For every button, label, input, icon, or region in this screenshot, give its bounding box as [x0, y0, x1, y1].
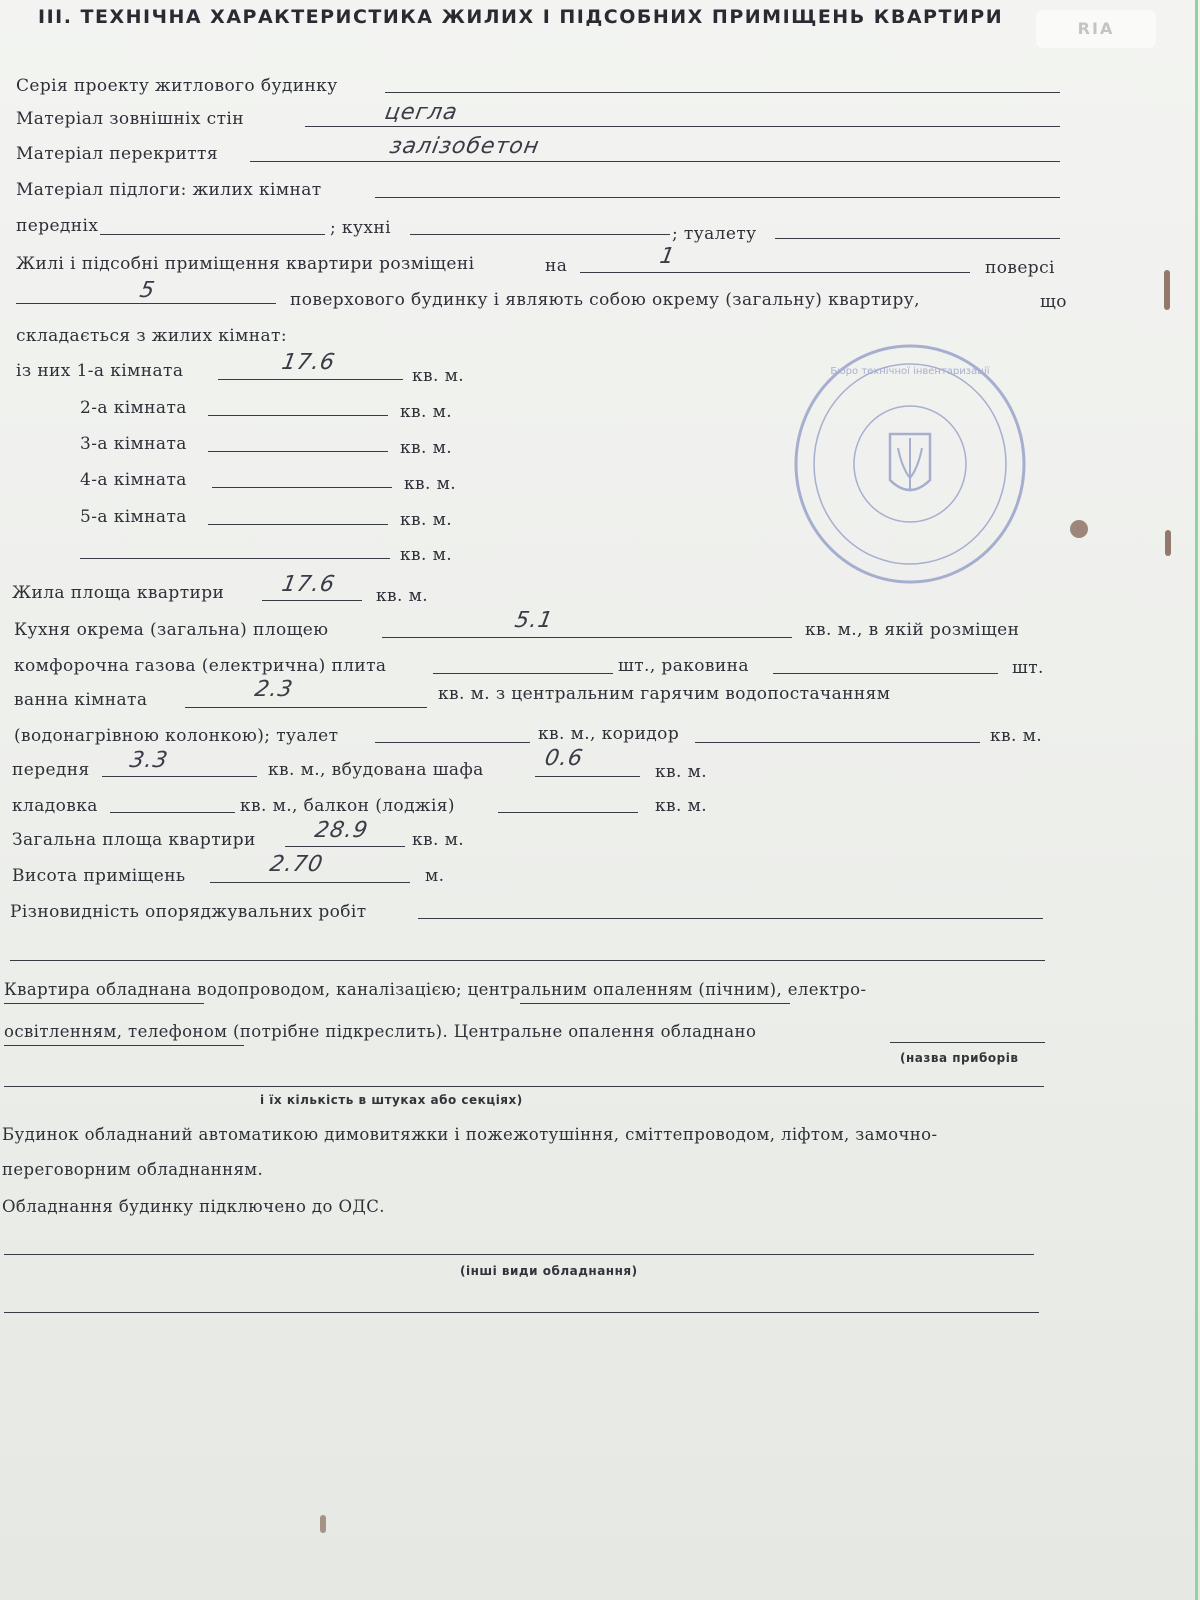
- room5-label: 5-а кімната: [80, 507, 187, 527]
- height-value: 2.70: [267, 852, 326, 877]
- room2-line: [208, 415, 388, 416]
- corridor-line: [695, 742, 980, 743]
- walls-label: Матеріал зовнішніх стін: [16, 109, 244, 129]
- other-equipment-line: [4, 1254, 1034, 1255]
- hall2-line: [102, 776, 257, 777]
- bath-tail: кв. м. з центральним гарячим водопостачанням: [438, 684, 891, 704]
- building-equipment-line-2: переговорним обладнанням.: [2, 1160, 264, 1179]
- equipped-underline-1: [4, 1003, 204, 1004]
- toilet-area-line: [375, 742, 530, 743]
- devices-line: [4, 1086, 1044, 1087]
- corridor-unit: кв. м.: [990, 726, 1043, 746]
- equipped-line-2: освітленням, телефоном (потрібне підкреслить). Центральне опалення обладнано: [4, 1022, 757, 1041]
- floor-label: Матеріал підлоги: жилих кімнат: [16, 180, 322, 200]
- located-label: Жилі і підсобні приміщення квартири розміщені: [16, 254, 475, 274]
- floor-number-value: 1: [657, 244, 678, 269]
- room2-label: 2-а кімната: [80, 398, 187, 418]
- bath-line: [185, 707, 427, 708]
- storage-label: кладовка: [12, 796, 98, 816]
- living-area-value: 17.6: [279, 572, 338, 597]
- kitchen-area-value: 5.1: [512, 608, 556, 633]
- corridor-label: кв. м., коридор: [538, 724, 680, 744]
- on-label: на: [545, 256, 568, 276]
- room3-label: 3-а кімната: [80, 434, 187, 454]
- room6-line: [80, 558, 390, 559]
- ceiling-value: залізобетон: [387, 134, 542, 159]
- official-stamp: [790, 340, 1030, 588]
- paper-speck: [1165, 530, 1171, 556]
- height-line: [210, 882, 410, 883]
- bath-label: ванна кімната: [14, 690, 148, 710]
- heater-label: (водонагрівною колонкою); туалет: [14, 726, 339, 746]
- devices-caption: (назва приборів: [900, 1051, 1019, 1065]
- ceiling-line: [250, 161, 1060, 162]
- kitchen-area-line: [382, 637, 792, 638]
- finishing-line: [418, 918, 1043, 919]
- room1-unit: кв. м.: [412, 366, 465, 386]
- closet-unit: кв. м.: [655, 762, 708, 782]
- closet-line: [535, 776, 640, 777]
- stove-pcs-sink: шт., раковина: [618, 656, 749, 676]
- room5-line: [208, 524, 388, 525]
- total-value: 28.9: [312, 818, 371, 843]
- which-label: що: [1040, 292, 1067, 312]
- hall-label: передніх: [16, 216, 99, 236]
- kitchen-area-tail: кв. м., в якій розміщен: [805, 620, 1020, 640]
- room2-unit: кв. м.: [400, 402, 453, 422]
- closet-label: кв. м., вбудована шафа: [268, 760, 484, 780]
- storeys-value: 5: [137, 278, 158, 303]
- series-line: [385, 92, 1060, 93]
- equipped-underline-2: [520, 1003, 790, 1004]
- bath-value: 2.3: [252, 677, 296, 702]
- balcony-unit: кв. м.: [655, 796, 708, 816]
- room1-line: [218, 379, 403, 380]
- paper-speck: [320, 1515, 326, 1533]
- kitchen-line: [410, 234, 670, 235]
- height-unit: м.: [425, 866, 445, 886]
- stove-label: комфорочна газова (електрична) плита: [14, 656, 387, 676]
- toilet-label: ; туалету: [672, 224, 757, 244]
- stamp-text: Бюро технічної інвентаризації: [830, 366, 990, 377]
- room3-line: [208, 451, 388, 452]
- room1-value: 17.6: [279, 350, 338, 375]
- walls-line: [305, 126, 1060, 127]
- storeys-line: [16, 303, 276, 304]
- building-label: поверхового будинку і являють собою окрему (загальну) квартиру,: [290, 290, 920, 310]
- hall2-label: передня: [12, 760, 90, 780]
- total-unit: кв. м.: [412, 830, 465, 850]
- bottom-line: [4, 1312, 1039, 1313]
- finishing-label: Різновидність опоряджувальних робіт: [10, 902, 367, 922]
- room4-line: [212, 487, 392, 488]
- sink-pcs: шт.: [1012, 658, 1044, 678]
- balcony-label: кв. м., балкон (лоджія): [240, 796, 455, 816]
- equipped-underline-3: [4, 1045, 244, 1046]
- section-title: ІІІ. ТЕХНІЧНА ХАРАКТЕРИСТИКА ЖИЛИХ І ПІДСОБНИХ ПРИМІЩЕНЬ КВАРТИРИ: [38, 6, 1004, 28]
- kitchen-label: ; кухні: [330, 218, 391, 238]
- total-line: [285, 846, 405, 847]
- paper-speck: [1164, 270, 1170, 310]
- hall-line: [100, 234, 325, 235]
- paper-speck: [1070, 520, 1088, 538]
- room6-unit: кв. м.: [400, 545, 453, 565]
- kitchen-area-label: Кухня окрема (загальна) площею: [14, 620, 329, 640]
- room3-unit: кв. м.: [400, 438, 453, 458]
- room4-label: 4-а кімната: [80, 470, 187, 490]
- hall2-value: 3.3: [127, 748, 171, 773]
- ria-watermark: RIA: [1036, 10, 1156, 48]
- room5-unit: кв. м.: [400, 510, 453, 530]
- storey-label: поверсі: [985, 258, 1055, 278]
- walls-value: цегла: [382, 100, 460, 125]
- sink-line: [773, 673, 998, 674]
- height-label: Висота приміщень: [12, 866, 186, 886]
- consists-label: складається з жилих кімнат:: [16, 326, 287, 346]
- ods-line: Обладнання будинку підключено до ОДС.: [2, 1197, 385, 1216]
- finishing-line-2: [10, 960, 1045, 961]
- ceiling-label: Матеріал перекриття: [16, 144, 218, 164]
- room4-unit: кв. м.: [404, 474, 457, 494]
- heating-devices-line: [890, 1042, 1045, 1043]
- quantity-caption: і їх кількість в штуках або секціях): [260, 1093, 523, 1107]
- series-label: Серія проекту житлового будинку: [16, 76, 338, 96]
- total-label: Загальна площа квартири: [12, 830, 256, 850]
- equipped-line-1: Квартира обладнана водопроводом, каналізацією; центральним опаленням (пічним), електро-: [4, 980, 867, 999]
- storage-line: [110, 812, 235, 813]
- room1-label: із них 1-а кімната: [16, 361, 184, 381]
- floor-line: [375, 197, 1060, 198]
- stove-line: [433, 673, 613, 674]
- other-caption: (інші види обладнання): [460, 1264, 638, 1278]
- living-area-label: Жила площа квартири: [12, 583, 225, 603]
- building-equipment-line-1: Будинок обладнаний автоматикою димовитяжки і пожежотушіння, сміттепроводом, ліфтом, замочно-: [2, 1125, 938, 1144]
- living-area-unit: кв. м.: [376, 586, 429, 606]
- closet-value: 0.6: [542, 746, 586, 771]
- page-edge: [1195, 0, 1198, 1600]
- toilet-line: [775, 238, 1060, 239]
- balcony-line: [498, 812, 638, 813]
- floor-number-line: [580, 272, 970, 273]
- living-area-line: [262, 600, 362, 601]
